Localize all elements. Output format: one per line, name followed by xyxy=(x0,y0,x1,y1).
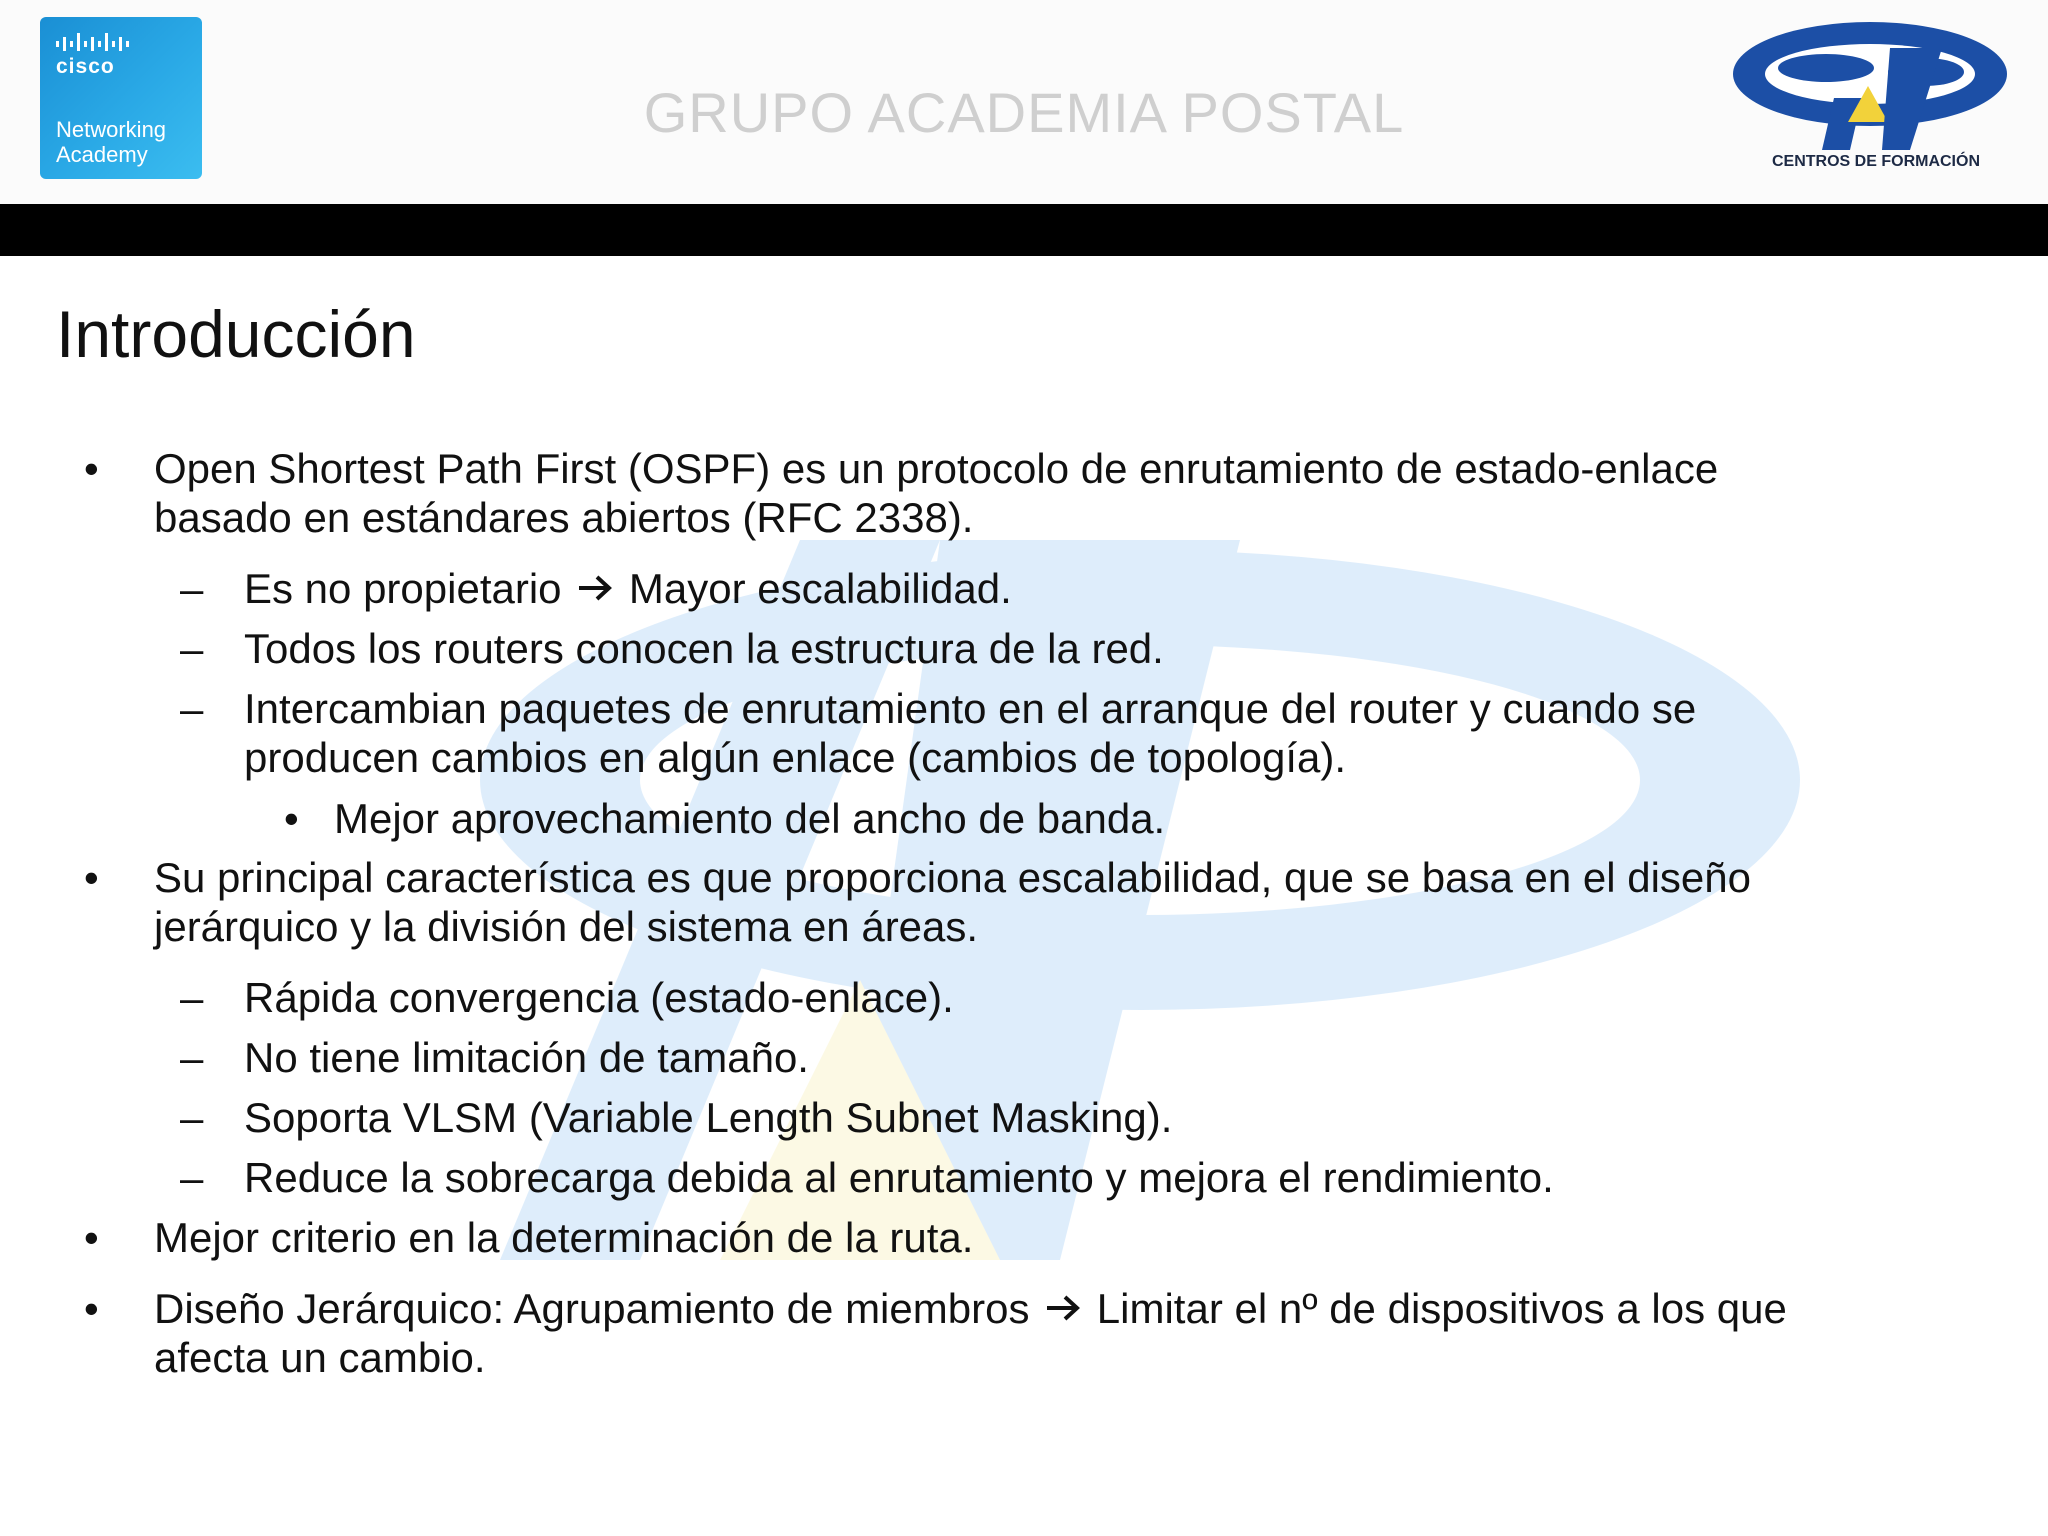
right-arrow-icon xyxy=(577,573,613,603)
cisco-wordmark: cisco xyxy=(56,55,115,78)
cisco-tagline-line2: Academy xyxy=(56,142,148,167)
dash-marker: – xyxy=(180,685,204,732)
item-line: Reduce la sobrecarga debida al enrutamiento y mejora el rendimiento. xyxy=(244,1154,1554,1201)
list-item xyxy=(284,794,1166,843)
dash-marker: – xyxy=(180,625,204,672)
item-line: basado en estándares abiertos (RFC 2338). xyxy=(154,494,974,541)
dash-marker: – xyxy=(180,1094,204,1141)
item-line: Mejor criterio en la determinación de la ruta. xyxy=(154,1214,974,1261)
item-line: producen cambios en algún enlace (cambios de topología). xyxy=(244,734,1347,781)
centros-de-formacion-caption: CENTROS DE FORMACIÓN xyxy=(1772,153,1980,170)
list-item xyxy=(180,973,954,1022)
item-line: jerárquico y la división del sistema en áreas. xyxy=(154,903,979,950)
right-arrow-icon xyxy=(1045,1293,1081,1323)
item-line: Todos los routers conocen la estructura de la red. xyxy=(244,625,1164,672)
item-line: Open Shortest Path First (OSPF) es un protocolo de enrutamiento de estado-enlace xyxy=(154,445,1719,492)
bullet-marker: • xyxy=(84,445,99,492)
item-line: Rápida convergencia (estado-enlace). xyxy=(244,974,954,1021)
item-text: Diseño Jerárquico: Agrupamiento de miembros xyxy=(154,1285,1030,1332)
cisco-tagline-line1: Networking xyxy=(56,117,167,142)
list-item xyxy=(84,853,1751,951)
list-item xyxy=(180,1033,809,1082)
dash-marker: – xyxy=(180,1154,204,1201)
bullet-marker: • xyxy=(84,1285,99,1332)
list-item xyxy=(180,1093,1173,1142)
list-item xyxy=(180,624,1164,673)
organization-title: GRUPO ACADEMIA POSTAL xyxy=(643,81,1405,144)
item-text: Mayor escalabilidad. xyxy=(628,565,1012,612)
item-line: No tiene limitación de tamaño. xyxy=(244,1034,809,1081)
item-text: Limitar el nº de dispositivos a los que xyxy=(1096,1285,1787,1332)
item-line: Mejor aprovechamiento del ancho de banda. xyxy=(334,795,1166,842)
item-line xyxy=(154,1284,1787,1333)
dash-marker: – xyxy=(180,565,204,612)
list-item xyxy=(180,564,1012,613)
slide-title: Introducción xyxy=(56,297,416,371)
item-text: Es no propietario xyxy=(244,565,562,612)
list-item xyxy=(84,444,1719,542)
item-line: Soporta VLSM (Variable Length Subnet Masking). xyxy=(244,1094,1173,1141)
dash-marker: – xyxy=(180,1034,204,1081)
list-item xyxy=(84,1213,974,1262)
bullet-marker: • xyxy=(84,854,99,901)
list-item xyxy=(180,684,1697,782)
list-item xyxy=(84,1284,1787,1382)
bullet-marker: • xyxy=(84,1214,99,1261)
item-line: Intercambian paquetes de enrutamiento en el arranque del router y cuando se xyxy=(244,685,1697,732)
bullet-marker: • xyxy=(284,795,299,842)
item-line: Su principal característica es que proporciona escalabilidad, que se basa en el diseño xyxy=(154,854,1751,901)
item-line: afecta un cambio. xyxy=(154,1334,486,1381)
list-item xyxy=(180,1153,1554,1202)
dash-marker: – xyxy=(180,974,204,1021)
